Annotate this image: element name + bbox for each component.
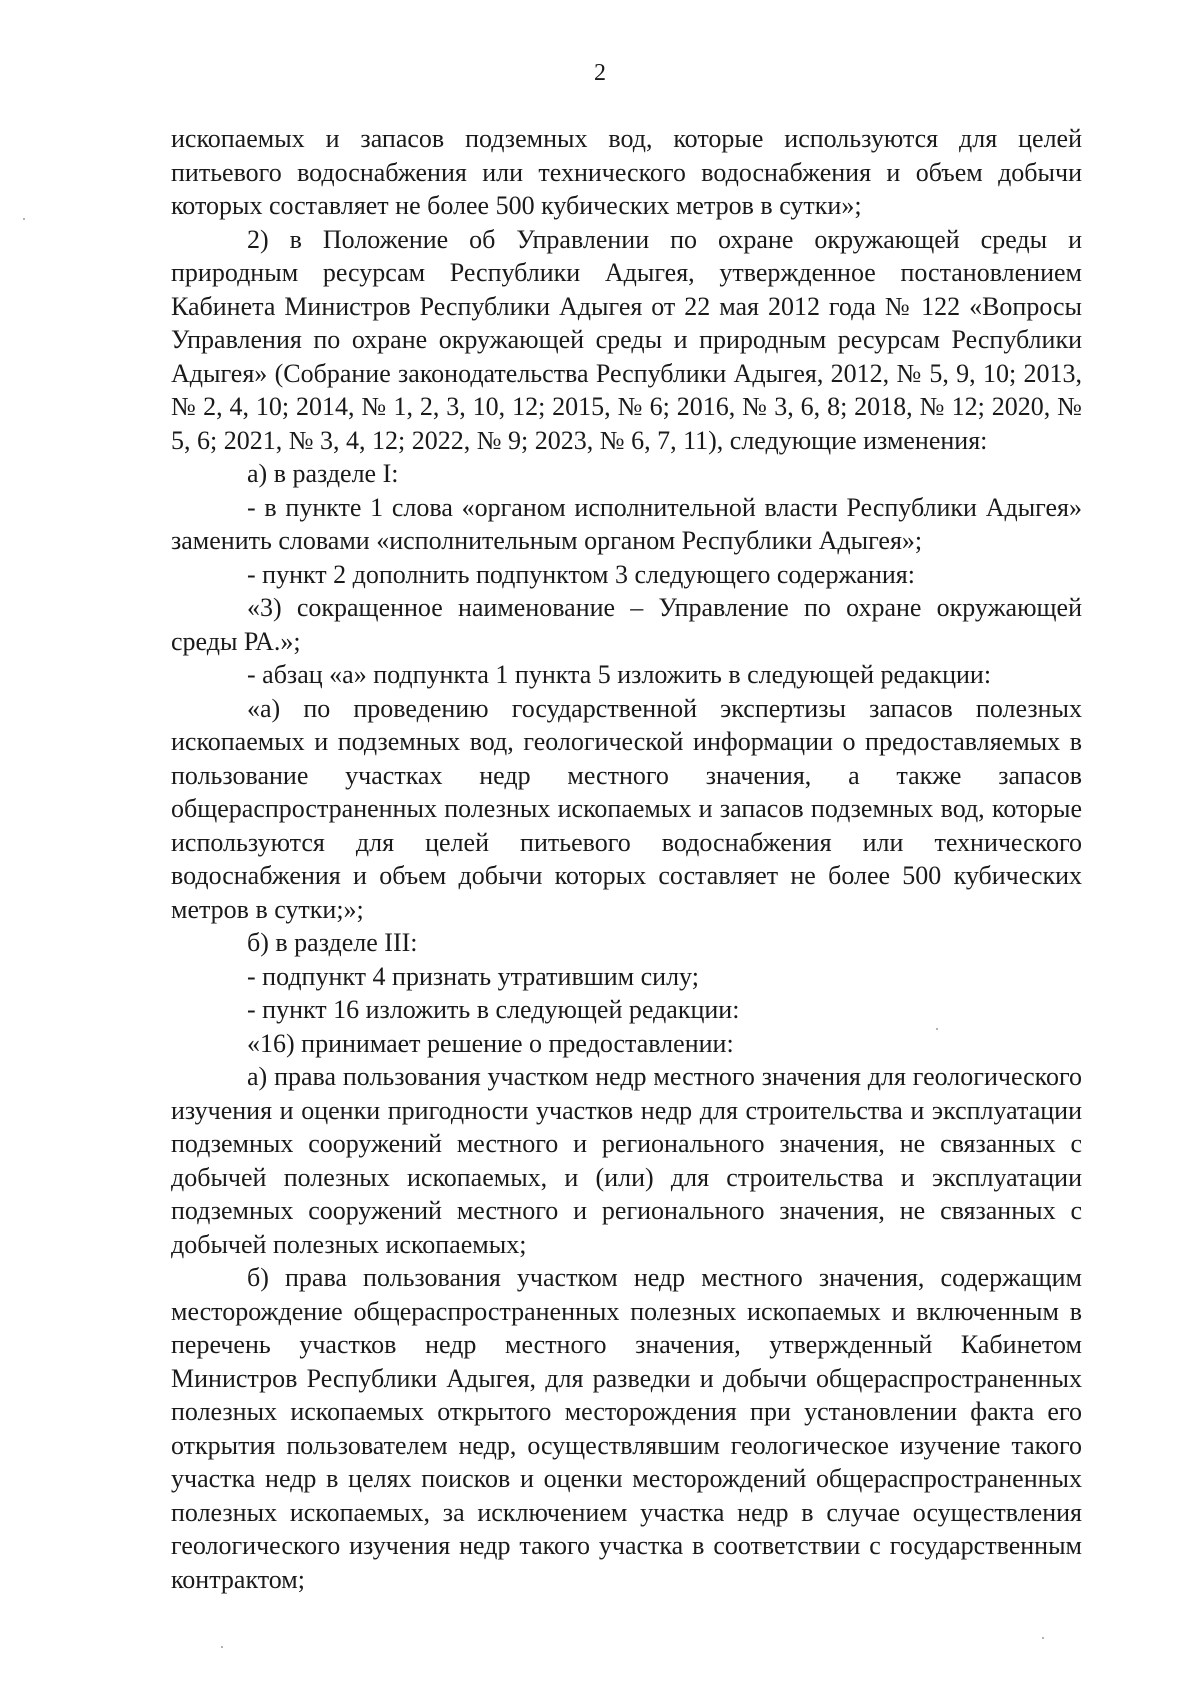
document-body — [171, 122, 1082, 1596]
paragraph: - пункт 2 дополнить подпунктом 3 следующего содержания: — [247, 559, 915, 589]
page-number: 2 — [594, 60, 606, 86]
scan-speck — [23, 218, 25, 220]
paragraph: - в пункте 1 слова «органом исполнительной власти Республики Адыгея» заменить словами «исполнительным органом Республики Адыгея»; — [171, 492, 1082, 555]
paragraph: 2) в Положение об Управлении по охране окружающей среды и природным ресурсам Республики Адыгея, утвержденное постановлением Кабинета Министров Республики Адыгея от 22 мая 2012 года № 122 «Вопросы Управления по охране окружающей среды и природным ресурсам Республики Адыгея» (Собрание законодательства Республики Адыгея, 2012, № 5, 9, 10; 2013, № 2, 4, 10; 2014, № 1, 2, 3, 10, 12; 2015, № 6; 2016, № 3, 6, 8; 2018, № 12; 2020, № 5, 6; 2021, № 3, 4, 12; 2022, № 9; 2023, № 6, 7, 11), следующие изменения: — [171, 224, 1082, 455]
paragraph: ископаемых и запасов подземных вод, которые используются для целей питьевого водоснабжения или технического водоснабжения и объем добычи которых составляет не более 500 кубических метров в сутки»; — [171, 124, 1082, 220]
scan-speck — [1042, 1637, 1044, 1639]
paragraph: - абзац «а» подпункта 1 пункта 5 изложить в следующей редакции: — [247, 660, 992, 689]
paragraph: а) права пользования участком недр местного значения для геологического изучения и оценки пригодности участков недр для строительства и эксплуатации подземных сооружений местного и регионального значения, не связанных с добычей полезных ископаемых, и (или) для строительства и эксплуатации подземных сооружений местного и регионального значения, не связанных с добычей полезных ископаемых; — [171, 1062, 1082, 1259]
paragraph: б) в разделе III: — [247, 928, 418, 957]
paragraph: б) права пользования участком недр местного значения, содержащим месторождение общераспространенных полезных ископаемых и включенным в перечень участков недр местного значения, утвержденный Кабинетом Министров Республики Адыгея, для разведки и добычи общераспространенных полезных ископаемых открытого месторождения при установлении факта его открытия пользователем недр, осуществлявшим геологическое изучение такого участка недр в целях поисков и оценки месторождений общераспространенных полезных ископаемых, за исключением участка недр в случае осуществления геологического изучения недр такого участка в соответствии с государственным контрактом; — [171, 1263, 1082, 1594]
paragraph: «16) принимает решение о предоставлении: — [247, 1028, 734, 1058]
paragraph: - подпункт 4 признать утратившим силу; — [247, 961, 699, 991]
paragraph: «а) по проведению государственной экспертизы запасов полезных ископаемых и подземных вод, геологической информации о предоставляемых в пользование участках недр местного значения, а также запасов общераспространенных полезных ископаемых и запасов подземных вод, которые используются для целей питьевого водоснабжения или технического водоснабжения и объем добычи которых составляет не более 500 кубических метров в сутки;»; — [171, 693, 1082, 924]
paragraph: - пункт 16 изложить в следующей редакции: — [247, 995, 740, 1024]
scan-speck — [936, 1028, 938, 1030]
scan-speck — [221, 1646, 223, 1648]
paragraph: «3) сокращенное наименование – Управление по охране окружающей среды РА.»; — [171, 593, 1082, 656]
paragraph: а) в разделе I: — [247, 459, 399, 488]
